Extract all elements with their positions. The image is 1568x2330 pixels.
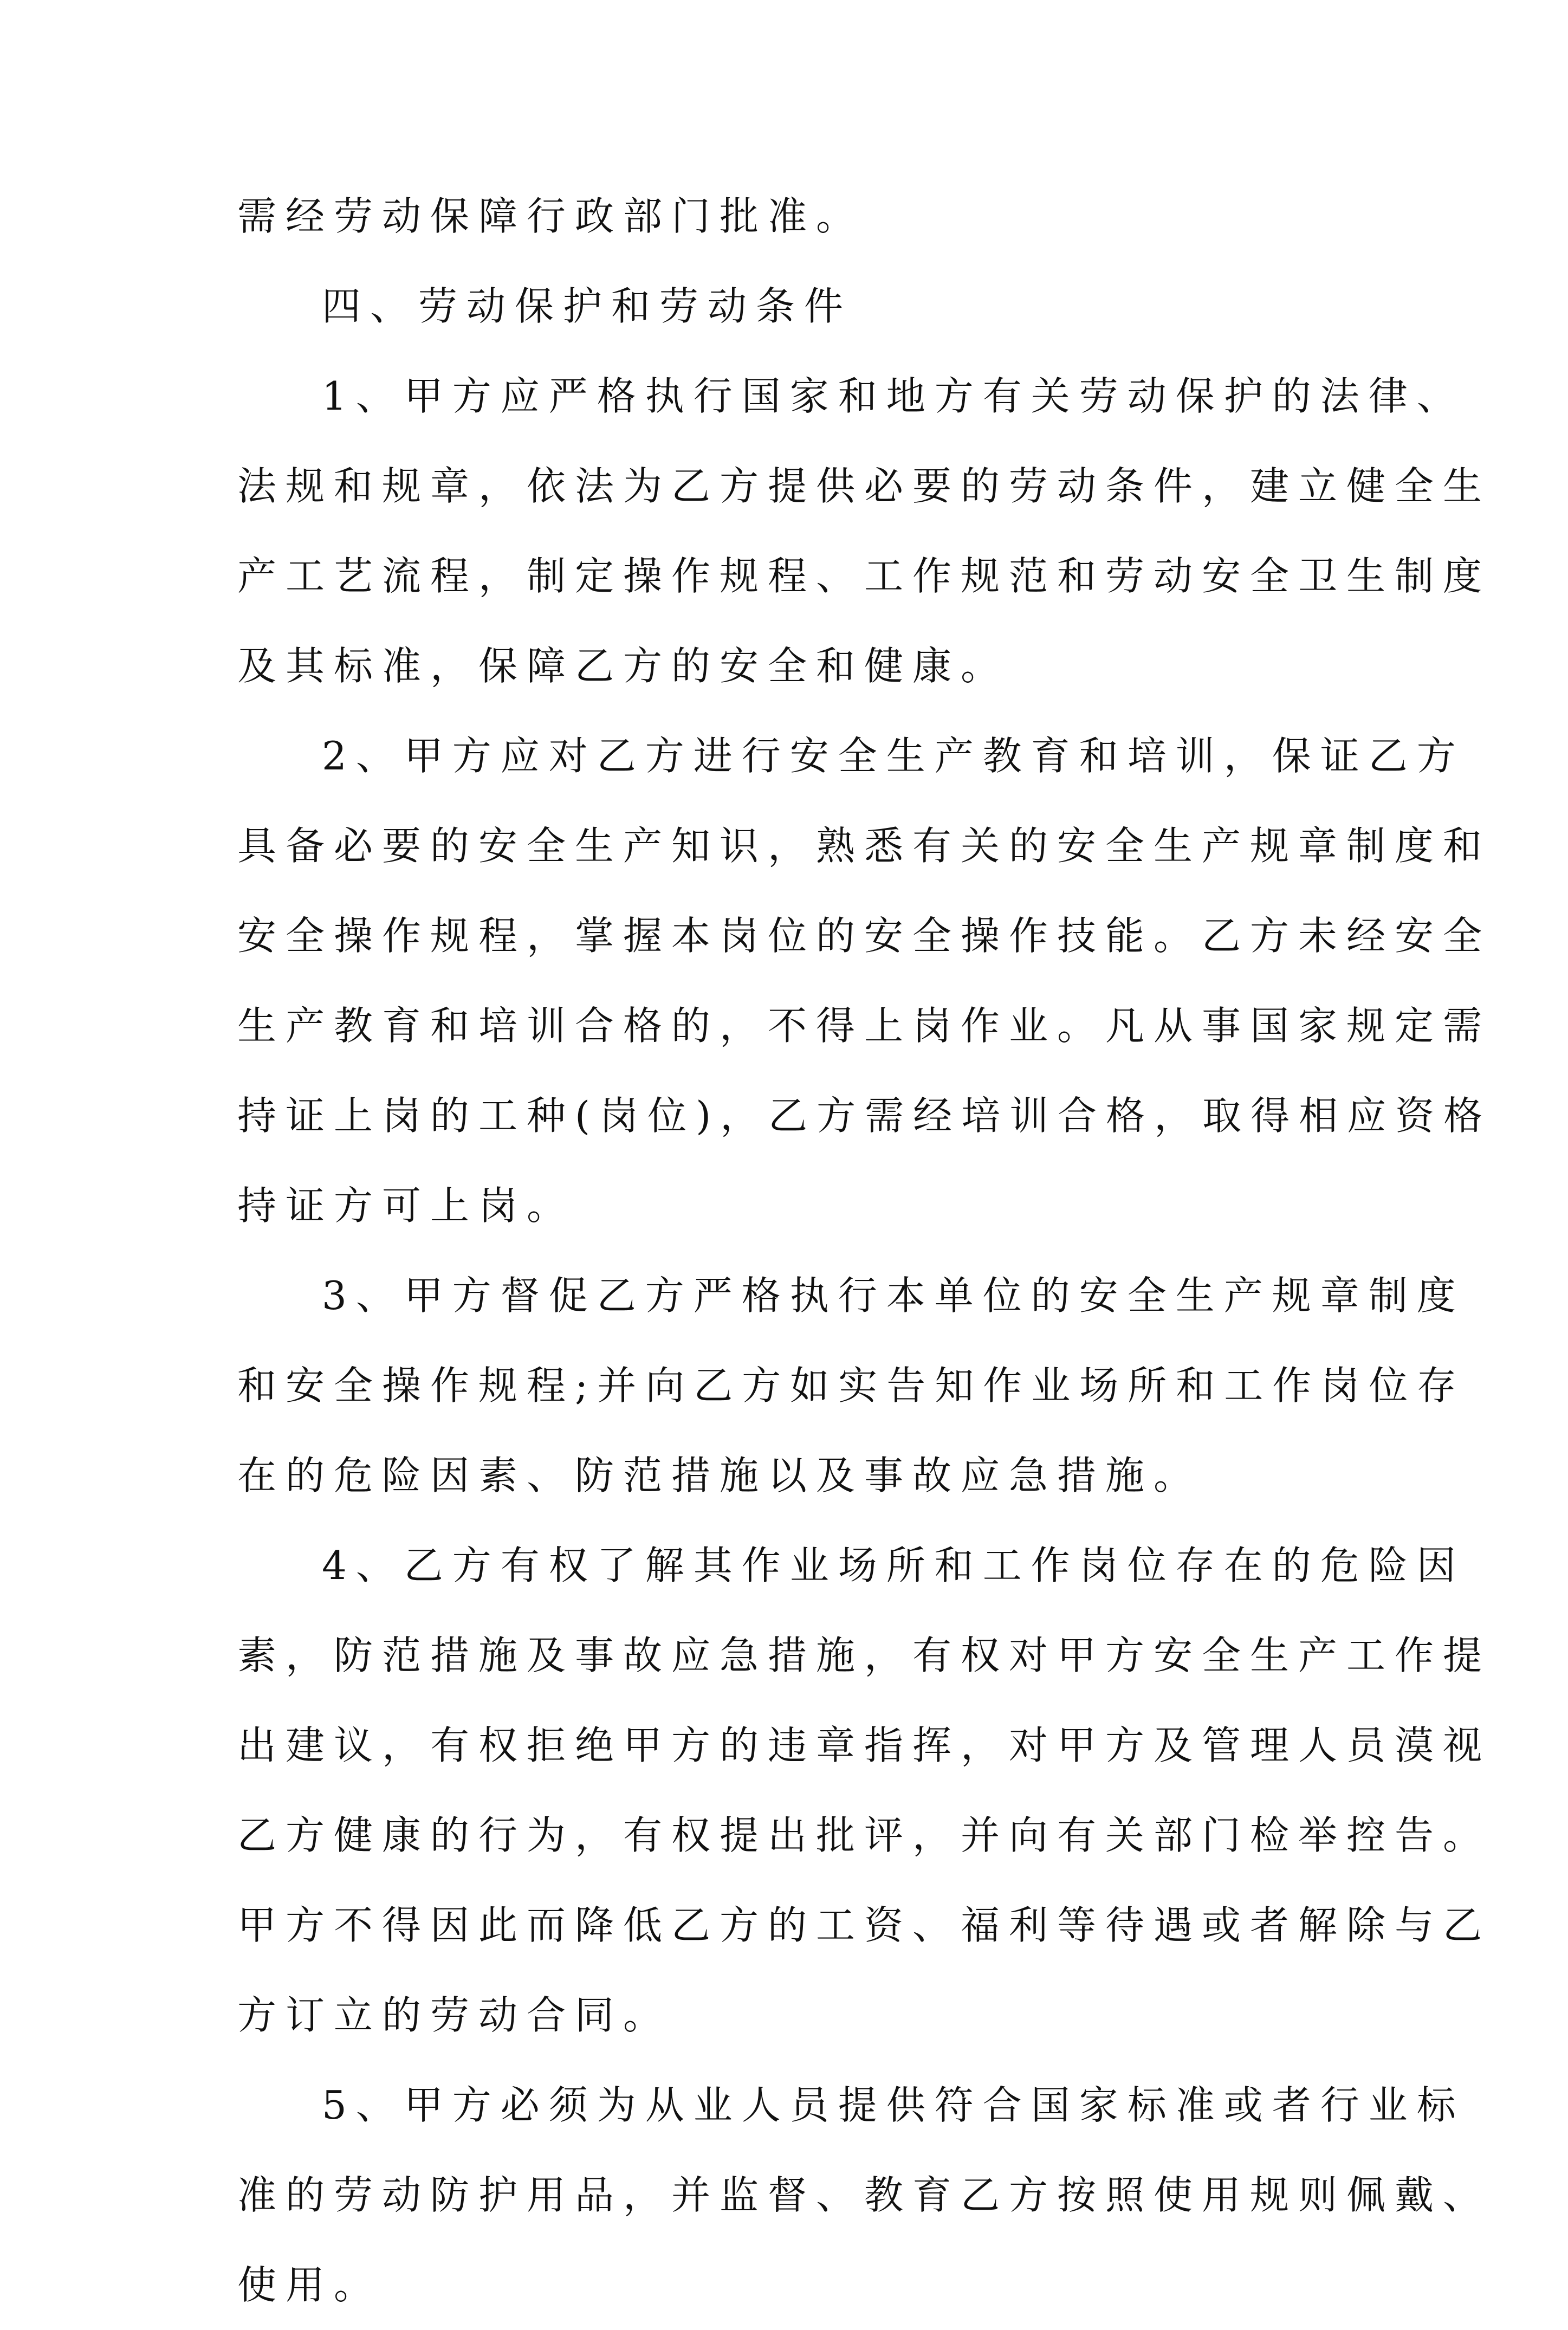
clause-2 xyxy=(237,711,1492,1251)
text-line: 方订立的劳动合同。 xyxy=(237,1992,672,2038)
text-line: 生产教育和培训合格的，不得上岗作业。凡从事国家规定需 xyxy=(237,1003,1492,1048)
clause-3 xyxy=(237,1251,1466,1520)
text-line: 素，防范措施及事故应急措施，有权对甲方安全生产工作提 xyxy=(237,1633,1492,1678)
text-line: 持证方可上岗。 xyxy=(237,1183,575,1228)
text-line: 安全操作规程，掌握本岗位的安全操作技能。乙方未经安全 xyxy=(237,913,1492,959)
text-line: 持证上岗的工种(岗位)，乙方需经培训合格，取得相应资格 xyxy=(237,1093,1492,1138)
paragraph-approval-note xyxy=(237,171,1337,261)
text-line: 4、乙方有权了解其作业场所和工作岗位存在的危险因 xyxy=(322,1543,1465,1588)
section-heading-labor-protection xyxy=(237,261,1337,351)
text-line: 出建议，有权拒绝甲方的违章指挥，对甲方及管理人员漠视 xyxy=(237,1723,1492,1768)
section-heading: 四、劳动保护和劳动条件 xyxy=(322,283,853,329)
text-line: 乙方健康的行为，有权提出批评，并向有关部门检举控告。 xyxy=(237,1813,1492,1858)
document-body xyxy=(237,171,1492,2330)
text-line: 及其标准，保障乙方的安全和健康。 xyxy=(237,643,1009,689)
text-line: 1、甲方应严格执行国家和地方有关劳动保护的法律、 xyxy=(322,373,1465,419)
text-line: 法规和规章，依法为乙方提供必要的劳动条件，建立健全生 xyxy=(237,463,1492,509)
text-line: 和安全操作规程;并向乙方如实告知作业场所和工作岗位存 xyxy=(237,1363,1466,1408)
text-line: 产工艺流程，制定操作规程、工作规范和劳动安全卫生制度 xyxy=(237,553,1492,599)
text-line: 3、甲方督促乙方严格执行本单位的安全生产规章制度 xyxy=(322,1273,1465,1318)
text-line: 2、甲方应对乙方进行安全生产教育和培训，保证乙方 xyxy=(322,733,1465,779)
text-line: 具备必要的安全生产知识，熟悉有关的安全生产规章制度和 xyxy=(237,823,1492,869)
text-line: 使用。 xyxy=(237,2262,383,2308)
clause-1 xyxy=(237,351,1492,711)
text-line: 需经劳动保障行政部门批准。 xyxy=(237,193,865,239)
text-line: 5、甲方必须为从业人员提供符合国家标准或者行业标 xyxy=(322,2082,1465,2128)
text-line: 在的危险因素、防范措施以及事故应急措施。 xyxy=(237,1453,1202,1498)
text-line: 准的劳动防护用品，并监督、教育乙方按照使用规则佩戴、 xyxy=(237,2172,1492,2218)
text-line: 甲方不得因此而降低乙方的工资、福利等待遇或者解除与乙 xyxy=(237,1902,1492,1948)
clause-4 xyxy=(237,1520,1492,2060)
clause-5 xyxy=(237,2060,1492,2330)
